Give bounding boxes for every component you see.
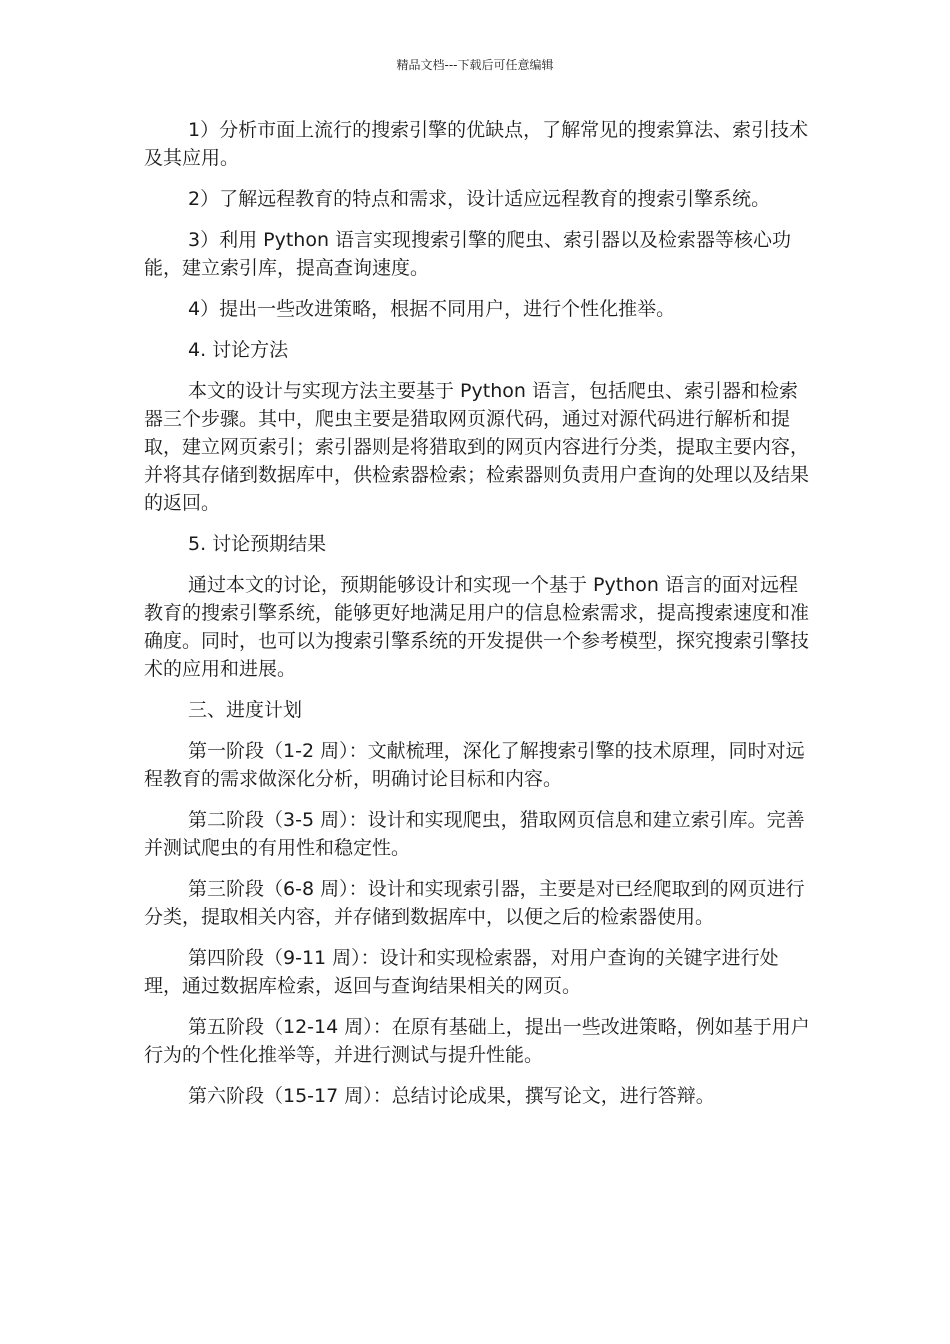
schedule-stage-5: 第五阶段（12-14 周）：在原有基础上，提出一些改进策略，例如基于用户行为的个性化推举等，并进行测试与提升性能。 — [144, 1016, 810, 1066]
page-header: 精品文档---下载后可任意编辑 — [396, 58, 554, 72]
goal-item-4: 4）提出一些改进策略，根据不同用户，进行个性化推举。 — [188, 298, 676, 320]
goal-item-3: 3）利用 Python 语言实现搜索引擎的爬虫、索引器以及检索器等核心功能，建立索引库，提高查询速度。 — [144, 229, 792, 279]
document-body — [144, 116, 812, 1123]
schedule-stage-4: 第四阶段（9-11 周）：设计和实现检索器，对用户查询的关键字进行处理，通过数据库检索，返回与查询结果相关的网页。 — [144, 947, 779, 997]
method-heading: 4. 讨论方法 — [188, 339, 289, 361]
schedule-stage-6: 第六阶段（15-17 周）：总结讨论成果，撰写论文，进行答辩。 — [188, 1085, 715, 1107]
expected-results-paragraph: 通过本文的讨论，预期能够设计和实现一个基于 Python 语言的面对远程教育的搜索引擎系统，能够更好地满足用户的信息检索需求，提高搜索速度和准确度。同时，也可以为搜索引擎系统的开发提供一个参考模型，探究搜索引擎技术的应用和进展。 — [144, 574, 810, 680]
method-paragraph: 本文的设计与实现方法主要基于 Python 语言，包括爬虫、索引器和检索器三个步骤。其中，爬虫主要是猎取网页源代码，通过对源代码进行解析和提取，建立网页索引；索引器则是将猎取到的网页内容进行分类，提取主要内容，并将其存储到数据库中，供检索器检索；检索器则负责用户查询的处理以及结果的返回。 — [144, 380, 810, 514]
expected-results-heading: 5. 讨论预期结果 — [188, 533, 327, 555]
schedule-heading: 三、进度计划 — [188, 699, 303, 721]
goal-item-1: 1）分析市面上流行的搜索引擎的优缺点，了解常见的搜索算法、索引技术及其应用。 — [144, 119, 809, 169]
schedule-stage-2: 第二阶段（3-5 周）：设计和实现爬虫，猎取网页信息和建立索引库。完善并测试爬虫的有用性和稳定性。 — [144, 809, 805, 859]
goal-item-2: 2）了解远程教育的特点和需求，设计适应远程教育的搜索引擎系统。 — [188, 188, 771, 210]
schedule-stage-3: 第三阶段（6-8 周）：设计和实现索引器，主要是对已经爬取到的网页进行分类，提取相关内容，并存储到数据库中，以便之后的检索器使用。 — [144, 878, 805, 928]
schedule-stage-1: 第一阶段（1-2 周）：文献梳理，深化了解搜索引擎的技术原理，同时对远程教育的需求做深化分析，明确讨论目标和内容。 — [144, 740, 805, 790]
